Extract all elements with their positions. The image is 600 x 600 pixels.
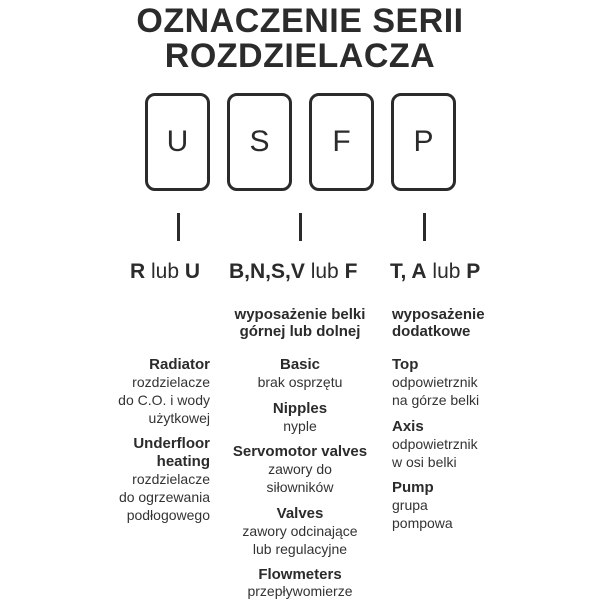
title-line-1: OZNACZENIE SERII — [136, 2, 464, 40]
col3-top-title: Top — [392, 356, 419, 373]
subheading-2-line-2: górnej lub dolnej — [239, 323, 361, 340]
col3-pump-desc-1: grupa — [392, 497, 428, 513]
col3-pump-title: Pump — [392, 479, 434, 496]
col1-radiator-title: Radiator — [149, 356, 210, 373]
code-3-b: P — [466, 260, 481, 283]
series-box-p: P — [391, 93, 456, 191]
col3-pump-desc-2: pompowa — [392, 515, 453, 531]
col2-servomotor-title: Servomotor valves — [232, 443, 368, 460]
col2-valves-desc-2: lub regulacyjne — [252, 541, 348, 557]
connector-bar-3 — [423, 213, 426, 241]
col2-flowmeters-title: Flowmeters — [258, 566, 342, 583]
col2-flowmeters-desc: przepływomierze — [247, 583, 353, 599]
series-box-f: F — [309, 93, 374, 191]
code-3-a: T, A — [390, 260, 427, 283]
col1-radiator-desc-1: rozdzielacze — [132, 374, 210, 390]
col1-underfloor-desc-3: podłogowego — [126, 507, 210, 523]
col2-valves-title: Valves — [276, 505, 324, 522]
code-2-b: F — [344, 260, 358, 283]
col3-axis-title: Axis — [392, 418, 424, 435]
col3-axis-desc-1: odpowietrznik — [392, 436, 478, 452]
connector-bar-2 — [299, 213, 302, 241]
code-2-lub: lub — [310, 260, 339, 283]
col1-underfloor-desc-1: rozdzielacze — [132, 471, 210, 487]
subheading-3-line-2: dodatkowe — [392, 323, 471, 340]
code-1-b: U — [184, 260, 201, 283]
col2-nipples-desc: nyple — [283, 418, 317, 434]
col1-underfloor-desc-2: do ogrzewania — [118, 489, 210, 505]
series-box-u: U — [145, 93, 210, 191]
col3-axis-desc-2: w osi belki — [392, 454, 457, 470]
subheading-3-line-1: wyposażenie — [392, 306, 485, 323]
title-line-2: ROZDZIELACZA — [164, 37, 436, 75]
series-box-s: S — [227, 93, 292, 191]
col1-radiator-desc-3: użytkowej — [148, 410, 210, 426]
col3-top-desc-1: odpowietrznik — [392, 374, 478, 390]
code-group-1 — [130, 257, 200, 287]
col2-nipples-title: Nipples — [272, 400, 328, 417]
col2-basic-desc: brak osprzętu — [257, 374, 343, 390]
col2-servomotor-desc-2: siłowników — [266, 479, 334, 495]
col2-basic-title: Basic — [279, 356, 321, 373]
code-group-2 — [229, 257, 357, 287]
code-group-3 — [390, 257, 480, 287]
code-1-lub: lub — [151, 260, 180, 283]
subheading-2-line-1: wyposażenie belki — [234, 306, 366, 323]
code-3-lub: lub — [432, 260, 461, 283]
code-1-a: R — [130, 260, 146, 283]
col2-servomotor-desc-1: zawory do — [268, 461, 332, 477]
col1-radiator-desc-2: do C.O. i wody — [118, 392, 210, 408]
col2-valves-desc-1: zawory odcinające — [242, 523, 358, 539]
code-2-a: B,N,S,V — [229, 260, 305, 283]
col3-top-desc-2: na górze belki — [392, 392, 480, 408]
col1-underfloor-title-2: heating — [156, 453, 210, 470]
connector-bar-1 — [177, 213, 180, 241]
col1-underfloor-title-1: Underfloor — [133, 435, 210, 452]
